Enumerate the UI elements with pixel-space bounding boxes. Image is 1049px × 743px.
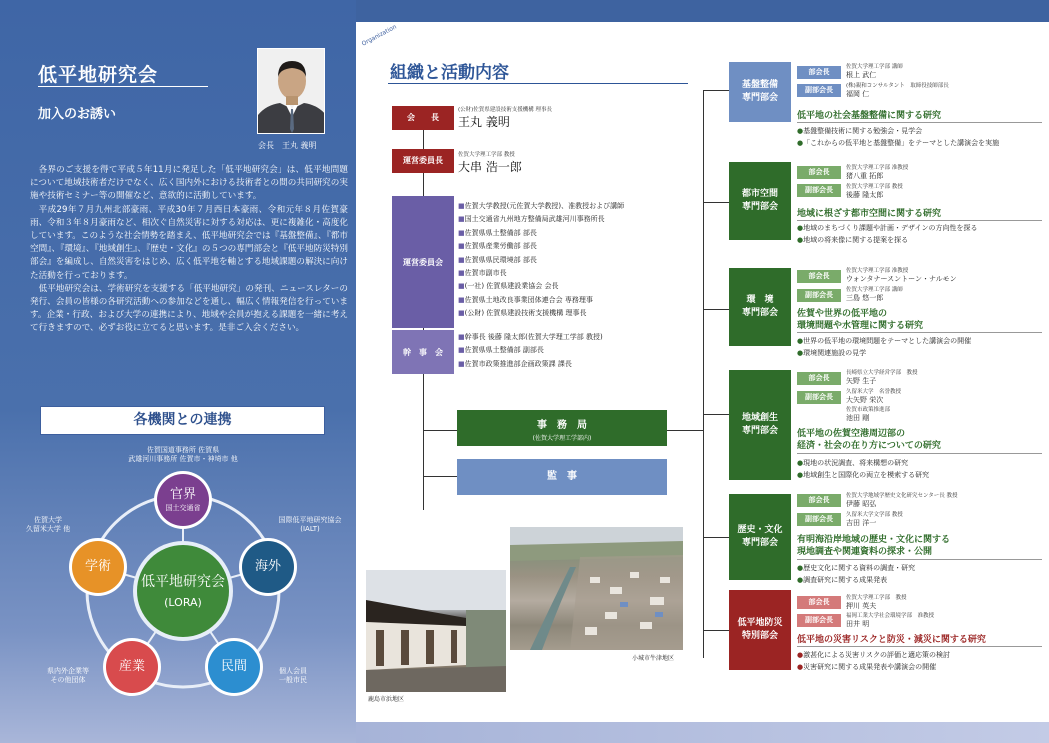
dept-activity: ●歴史文化に関する資料の調査・研究 [797, 564, 916, 572]
head-name: ウォンタナースントーン・ナルモン [846, 275, 957, 283]
node-label: 学術 [84, 559, 111, 574]
dept-activity: ●激甚化による災害リスクの評価と適応策の検討 [797, 651, 950, 659]
head-name: 矢野 生子 [846, 377, 877, 385]
head-role: 部会長 [797, 166, 841, 179]
secretariat-label: 事 務 局 [537, 420, 587, 431]
note-line: 個人会員 [279, 667, 307, 675]
note-line: 県内外企業等 [47, 667, 89, 675]
center-label: 低平地研究会 [141, 574, 225, 590]
sub-affil: 久留米大学文学部 教授 [846, 512, 903, 518]
note-line: 一般市民 [279, 676, 307, 684]
photo-ogi-ushizu [510, 527, 683, 650]
note-line: 久留米大学 他 [25, 525, 71, 533]
dept-activity: ●調査研究に関する成果発表 [797, 576, 888, 584]
sub-name: 後藤 隆太郎 [846, 191, 884, 199]
sub2-affil: 佐賀市政策推進部 [846, 407, 891, 413]
tree-branch [667, 430, 703, 431]
dept-theme: 低平地の災害リスクと防災・減災に関する研究 [797, 635, 986, 645]
committee-member: ■国土交通省九州地方整備局武雄河川事務所長 [458, 215, 605, 224]
dept-connector [703, 414, 729, 415]
note-line: 武雄河川事務所 佐賀市・神埼市 他 [128, 455, 238, 463]
auditor-label: 監 事 [547, 471, 577, 482]
dept-name: 都市空間 [741, 189, 778, 199]
committee-box [392, 196, 454, 328]
board-box [392, 330, 454, 374]
dept-theme: 経済・社会の在り方についての研究 [797, 441, 941, 451]
dept-connector [703, 630, 729, 631]
dept-type: 専門部会 [741, 93, 778, 103]
dept-kiban [729, 62, 791, 122]
committee-list [458, 201, 698, 322]
chair-affiliation: (公財)佐賀県建設技術支援機構 理事長 [458, 107, 553, 113]
note-left [18, 516, 78, 534]
sub-affil: 佐賀大学理工学部 教授 [846, 184, 903, 190]
dept-bousai [729, 590, 791, 670]
chair-label: 会 長 [392, 106, 454, 130]
section-title: 各機関との連携 [133, 412, 232, 428]
dept-name: 低平地防災 [737, 618, 783, 628]
dept-activity: ●地域のまちづくり課題や計画・デザインの方向性を探る [797, 224, 978, 232]
board-label: 幹 事 会 [403, 347, 443, 357]
head-affil: 佐賀大学理工学部 准教授 [846, 268, 909, 274]
sub2-name: 池田 剛 [846, 414, 870, 422]
dept-activity: ●災害研究に関する成果発表や講演会の開催 [797, 663, 937, 671]
dept-kankyo [729, 268, 791, 346]
sub-name: 三島 悠一郎 [846, 294, 884, 302]
board-member: ■幹事長 後藤 隆太郎(佐賀大学理工学部 教授) [458, 333, 603, 341]
committee-member: ■佐賀県県土整備部 部長 [458, 228, 537, 237]
dept-activity: ●地域創生と国際化の両立を模索する研究 [797, 471, 930, 479]
intro-text [30, 164, 348, 336]
dept-theme: 地域に根ざす都市空間に関する研究 [797, 209, 942, 219]
president-photo [257, 48, 325, 134]
note-line: (IALT) [300, 525, 320, 533]
dept-connector [703, 537, 729, 538]
secretariat-box [457, 410, 667, 446]
dept-toshi [729, 162, 791, 240]
head-name: 押川 英夫 [846, 602, 877, 610]
dept-activity: ●現地の状況調査、将来構想の研究 [797, 459, 909, 467]
note-line: その他団体 [50, 676, 86, 684]
sub-name: 福岡 仁 [846, 90, 870, 98]
sub-role: 副部会長 [797, 391, 841, 404]
sub-affil: 福岡工業大学社会環境学部 准教授 [846, 613, 935, 619]
theme-divider [797, 646, 1042, 647]
node-label: 産業 [118, 659, 145, 674]
sub-name: 大矢野 栄次 [846, 396, 884, 404]
dept-name: 歴史・文化 [737, 525, 783, 535]
committee-member: ■佐賀市副市長 [458, 268, 507, 277]
node-label: 官界 [169, 487, 196, 502]
sub-name: 田井 明 [846, 620, 870, 628]
theme-divider [797, 559, 1042, 560]
theme-divider [797, 220, 1042, 221]
note-line: 佐賀大学 [34, 516, 62, 524]
sub-affil: 久留米大学 名誉教授 [846, 389, 902, 395]
committee-label: 運営委員会 [403, 257, 443, 267]
head-role: 部会長 [797, 270, 841, 283]
sub-role: 副部会長 [797, 614, 841, 627]
head-role: 部会長 [797, 494, 841, 507]
head-role: 部会長 [797, 66, 841, 79]
dept-theme: 環境問題や水管理に関する研究 [797, 321, 924, 331]
dept-connector [703, 202, 729, 203]
page-title: 低平地研究会 [38, 64, 159, 86]
intro-paragraph: 各界のご支援を得て平成５年11月に発足した「低平地研究会」は、低平地問題について地域技術者だけでなく、広く国内外における技術者との間の共同研究の実施や技術セミナー等の開催など、意欲的に活動しています。 [30, 165, 348, 202]
sub-affil: (株)親和コンサルタント 取締役技師部長 [846, 83, 949, 89]
theme-divider [797, 122, 1042, 123]
dept-type: 専門部会 [741, 538, 778, 548]
sub-affil: 佐賀大学理工学部 講師 [846, 287, 903, 293]
head-name: 猪八重 拓郎 [846, 172, 884, 180]
network-diagram [0, 440, 356, 743]
head-affil: 長崎県立大学経営学部 教授 [846, 370, 918, 376]
dept-connector [703, 90, 729, 91]
note-bottom-right [268, 667, 318, 685]
center-circle [137, 545, 229, 637]
title-divider [38, 86, 208, 87]
steering-label: 運営委員長 [392, 149, 454, 173]
head-affil: 佐賀大学理工学部 教授 [846, 595, 907, 601]
dept-trunk [703, 90, 704, 658]
dept-type: 専門部会 [741, 426, 778, 436]
committee-member: ■佐賀県産業労働部 部長 [458, 242, 537, 251]
head-affil: 佐賀大学理工学部 准教授 [846, 165, 909, 171]
org-title-divider [388, 83, 688, 84]
dept-theme: 低平地の社会基盤整備に関する研究 [797, 111, 942, 121]
steering-affiliation: 佐賀大学理工学部 教授 [458, 152, 515, 158]
chair-name: 王丸 義明 [458, 115, 510, 129]
dept-activity: ●基盤整備技術に関する勉強会・見学会 [797, 127, 923, 135]
board-member: ■佐賀市政策推進部企画政策課 課長 [458, 359, 572, 368]
node-label: 海外 [254, 559, 281, 574]
photo1-caption: 鹿島市浜地区 [368, 696, 405, 703]
secretariat-sub: (佐賀大学理工学部内) [532, 435, 592, 442]
section-title-box [40, 406, 325, 435]
head-role: 部会長 [797, 596, 841, 609]
head-affil: 佐賀大学理工学部 講師 [846, 64, 903, 70]
committee-member: ■佐賀県土地改良事業団体連合会 専務理事 [458, 295, 593, 304]
committee-member: ■佐賀県県民環境部 部長 [458, 255, 537, 264]
note-line: 国際低平地研究協会 [278, 516, 342, 524]
committee-member: ■(公財) 佐賀県建設技術支援機構 理事長 [458, 309, 587, 318]
dept-type: 専門部会 [741, 202, 778, 212]
bottom-band [356, 722, 1049, 743]
dept-theme: 低平地の佐賀空港周辺部の [797, 429, 906, 439]
head-affil: 佐賀大学地域学歴史文化研究センター長 教授 [846, 493, 958, 499]
board-list [458, 332, 698, 372]
center-sub-label: (LORA) [164, 596, 202, 609]
org-title: 組織と活動内容 [390, 63, 509, 83]
dept-activity: ●「これからの低平地と基盤整備」をテーマとした講演会を実施 [797, 139, 1000, 147]
note-bottom-left [36, 667, 100, 685]
sub-role: 副部会長 [797, 513, 841, 526]
theme-divider [797, 453, 1042, 454]
photo2-caption: 小城市牛津地区 [632, 655, 675, 662]
sub-role: 副部会長 [797, 184, 841, 197]
sub-name: 吉田 洋一 [846, 519, 877, 527]
note-right [268, 516, 352, 534]
dept-chiiki [729, 370, 791, 480]
photo-kashima-hama [366, 570, 506, 692]
head-name: 伊藤 昭弘 [846, 500, 877, 508]
organization-tag: Organization [360, 23, 398, 48]
dept-theme: 佐賀や世界の低平地の [797, 309, 888, 319]
node-label: 民間 [220, 659, 247, 674]
committee-member: ■(一社) 佐賀県建設業協会 会長 [458, 282, 559, 291]
page-subtitle: 加入のお誘い [38, 107, 117, 122]
note-top [103, 446, 263, 464]
dept-name: 地域創生 [741, 413, 778, 423]
dept-rekishi [729, 494, 791, 580]
note-line: 佐賀国道事務所 佐賀県 [146, 446, 220, 454]
auditor-box [457, 459, 667, 495]
dept-name: 環 境 [746, 295, 774, 305]
dept-connector [703, 309, 729, 310]
steering-name: 大串 浩一郎 [458, 160, 522, 174]
head-role: 部会長 [797, 372, 841, 385]
dept-theme: 有明海沿岸地域の歴史・文化に関する [797, 535, 951, 545]
dept-theme: 現地調査や関連資料の探求・公開 [797, 547, 933, 557]
president-caption: 会長 王丸 義明 [258, 141, 317, 150]
tree-branch [423, 430, 457, 431]
head-name: 根上 武仁 [846, 71, 877, 79]
committee-member: ■佐賀大学教授(元佐賀大学教授)、准教授および講師 [458, 202, 625, 210]
theme-divider [797, 332, 1042, 333]
dept-type: 専門部会 [741, 308, 778, 318]
dept-type: 特別部会 [741, 631, 778, 641]
node-sub-label: 国土交通省 [165, 504, 201, 512]
dept-name: 基盤整備 [741, 80, 778, 90]
board-member: ■佐賀県県土整備部 副部長 [458, 346, 544, 355]
tree-branch [423, 476, 457, 477]
left-panel [0, 0, 356, 743]
sub-role: 副部会長 [797, 84, 841, 97]
dept-activity: ●地域の将来像に関する提案を探る [797, 236, 909, 244]
intro-paragraph: 平成29年７月九州北部豪雨、平成30年７月西日本豪雨、令和元年８月佐賀豪雨、令和３年８月豪雨など、相次ぐ自然災害に対する対応は、更に複雑化・高度化しています。このような社会情勢を踏まえ、低平地研究会では『基盤整備』、『都市空間』、『環境』、『地域創生』、『歴史・文化』の５つの専門部会と『低平地防災特別部会』を編成し、自然災害をはじめ、広く低平地を軸とする地域課題の解決に向けた活動を行っております。 [30, 204, 348, 281]
sub-role: 副部会長 [797, 289, 841, 302]
dept-activity: ●環境関連施設の見学 [797, 349, 867, 357]
dept-activity: ●世界の低平地の環境問題をテーマとした講演会の開催 [797, 337, 972, 345]
intro-paragraph: 低平地研究会は、学術研究を支援する「低平地研究」の発刊、ニュースレターの発行、会員の皆様の各研究活動への参加などを通し、幅広く情報発信を行っています。企業・行政、および大学の連携により、地域や会員が抱える課題を一緒に考えて行きますので、必ずお役に立てると思います。是非ご入会ください。 [30, 283, 348, 334]
